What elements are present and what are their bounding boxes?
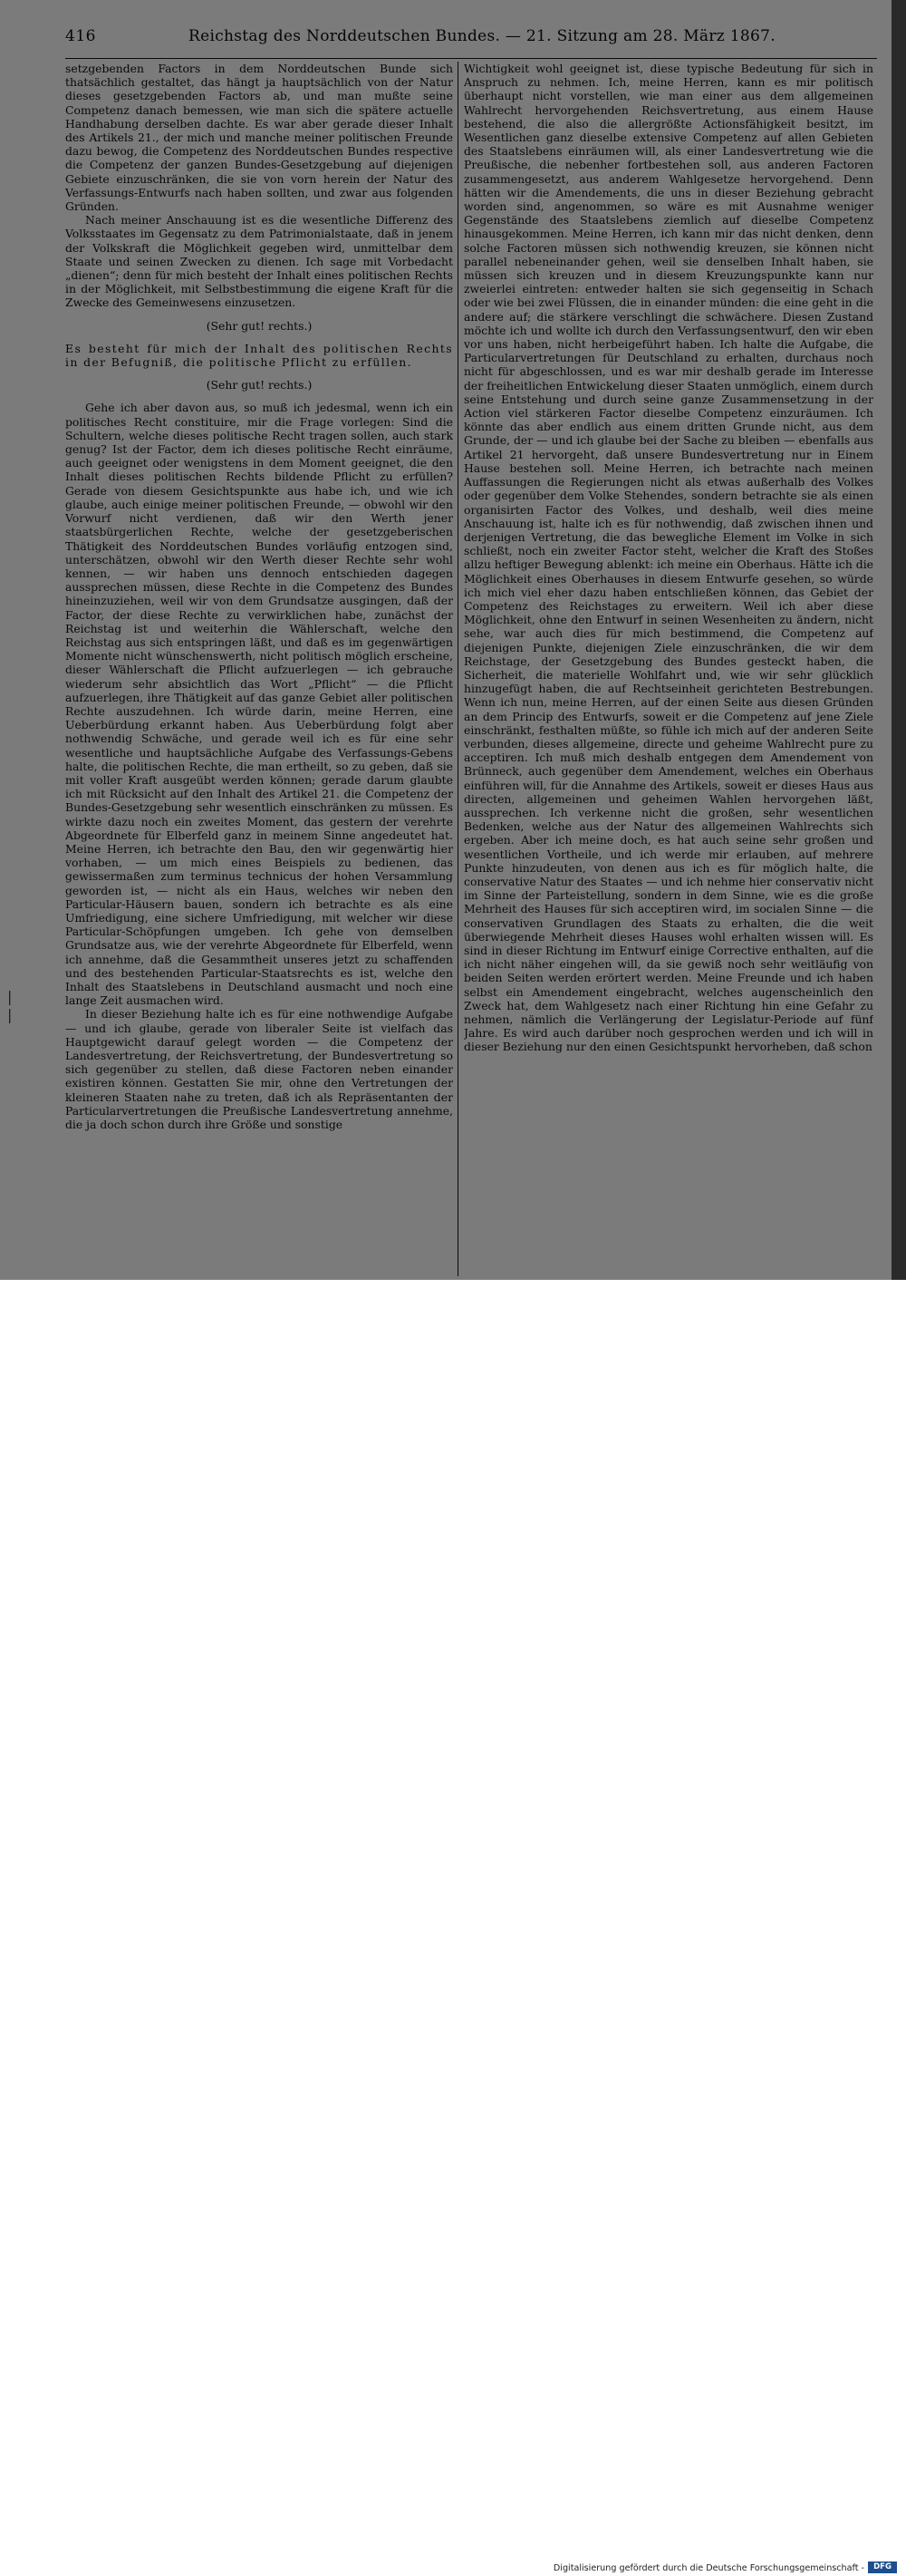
dfg-logo: DFG — [868, 2561, 897, 2573]
page-number: 416 — [65, 27, 96, 45]
digitization-credit: Digitalisierung gefördert durch die Deutsche Forschungsgemeinschaft - — [553, 2563, 864, 2573]
page-header — [65, 27, 881, 54]
paragraph: Wichtigkeit wohl geeignet ist, diese typische Bedeutung für sich in Anspruch zu nehmen. Ich, meine Herren, kann es mir politisch überhaupt nicht vorstellen, wie man einer aus dem allgemeinen Wahlrecht hervorgehenden Reichsvertretung, aus einem Hause bestehend, die also die allergrößte Actionsfähigkeit besitzt, im Wesentlichen ganz dieselbe extensive Competenz auf allen Gebieten des Staatslebens einräumen will, als einer Landesvertretung wie die Preußische, die nebenher fortbestehen soll, aus anderen Factoren zusammengesetzt, aus anderem Wahlgesetze hervorgehend. Denn hätten wir die Amendements, die uns in dieser Beziehung gebracht worden sind, angenommen, so wäre es mit Ausnahme weniger Gegenstände des Staatslebens ziemlich auf dieselbe Competenz hinausgekommen. Meine Herren, ich kann mir das nicht denken, denn solche Factoren müssen sich nothwendig kreuzen, sie können nicht parallel nebeneinander gehen, weil sie denselben Inhalt haben, sie müssen sich kreuzen und in diesem Kreuzungspunkte kann nur zweierlei eintreten: entweder halten sie sich gegenseitig in Schach oder wie bei zwei Flüssen, die in einander münden: die eine geht in die andere auf; die stärkere verschlingt die schwächere. Diesen Zustand möchte ich und wollte ich durch den Verfassungsentwurf, den wir eben vor uns haben, nicht herbeigeführt haben. Ich halte die Aufgabe, die Particularvertretungen für Deutschland zu erhalten, durchaus noch nicht für abgeschlossen, und es war mir deshalb gerade im Interesse der freiheitlichen Entwickelung dieser Staaten unmöglich, einem durch seine Entstehung und durch seine ganze Zusammensetzung in der Action viel stärkeren Factor dieselbe Competenz einzuräumen. Ich könnte das aber endlich aus einem dritten Grunde nicht, aus dem Grunde, der — und ich glaube bei der Sache zu bleiben — ebenfalls aus Artikel 21 hervorgeht, daß unsere Bundesvertretung nur in Einem Hause bestehen soll. Meine Herren, ich betrachte nach meinen Auffassungen die Regierungen nicht als etwas außerhalb des Volkes oder gegenüber dem Volke Stehendes, sondern betrachte sie als einen organisirten Factor des Volkes, und deshalb, weil dies meine Anschauung ist, halte ich es für nothwendig, daß zwischen ihnen und derjenigen Vertretung, die das bewegliche Element im Volke in sich schließt, noch ein zweiter Factor steht, welcher die Kraft des Stoßes allzu heftiger Bewegung ablenkt: ich meine ein Oberhaus. Hätte ich die Möglichkeit eines Oberhauses in diesem Entwurfe gesehen, so würde ich mich viel eher dazu haben entschließen können, das Gebiet der Competenz des Reichstages zu erweitern. Weil ich aber diese Möglichkeit, ohne den Entwurf in seinen Wesenheiten zu ändern, nicht sehe, war auch dies für mich bestimmend, die Competenz auf diejenigen Punkte, diejenigen Ziele einzuschränken, die wir dem Reichstage, der Gesetzgebung des Bundes gesteckt haben, die Sicherheit, die materielle Wohlfahrt und, wie wir sehr glücklich hinzugefügt haben, die auf Rechtseinheit gerichteten Bestrebungen. Wenn ich nun, meine Herren, auf der einen Seite aus diesen Gründen an dem Princip des Entwurfs, soweit er die Competenz auf jene Ziele einschränkt, festhalten müßte, so fühle ich mich auf der anderen Seite verbunden, dieses allgemeine, directe und geheime Wahlrecht pure zu acceptiren. Ich muß mich deshalb entgegen dem Amendement von Brünneck, auch gegenüber dem Amendement, welches ein Oberhaus einführen will, für die Annahme des Artikels, soweit er dieses Haus aus directen, allgemeinen und geheimen Wahlen hervorgehen läßt, aussprechen. Ich verkenne nicht die großen, sehr wesentlichen Bedenken, welche aus der Natur des allgemeinen Wahlrechts sich ergeben. Aber ich meine doch, es hat auch seine sehr großen und wesentlichen Vortheile, und ich werde mir erlauben, auf mehrere Punkte hinzudeuten, von denen aus ich es für möglich halte, die conservative Natur des Staates — und ich nehme hier conservativ nicht im Sinne der Parteistellung, sondern in dem Sinne, wie es die große Mehrheit des Hauses für sich acceptiren wird, im socialen Sinne — die conservativen Grundlagen des Staats zu erhalten, die die weit überwiegende Mehrheit dieses Hauses wohl erhalten wissen will. Es sind in dieser Richtung im Entwurf einige Corrective enthalten, auf die ich nicht näher eingehen will, da sie gewiß noch sehr weitläufig von beiden Seiten werden erörtert werden. Meine Freunde und ich haben selbst ein Amendement eingebracht, welches augenscheinlich den Zweck hat, dem Wahlgesetz nach einer Richtung hin eine Gefahr zu nehmen, nämlich die Verlängerung der Legislatur-Periode auf fünf Jahre. Es wird auch darüber noch gesprochen werden und ich will in dieser Beziehung nur den einen Gesichtspunkt hervorheben, daß schon — [464, 62, 873, 1054]
margin-marks: | | — [7, 988, 13, 1023]
footer-bar — [0, 1280, 906, 2573]
interjection: (Sehr gut! rechts.) — [206, 378, 313, 392]
paragraph: In dieser Beziehung halte ich es für eine nothwendige Aufgabe — und ich glaube, gerade von liberaler Seite ist vielfach das Hauptgewicht darauf gelegt worden — die Competenz der Landesvertretung, der Reichsvertretung, der Bundesvertretung so sich gegenüber zu stellen, daß diese Factoren neben einander existiren können. Gestatten Sie mir, ohne den Vertretungen der kleineren Staaten nahe zu treten, daß ich als Repräsentanten der Particularvertretungen die Preußische Landesvertretung annehme, die ja doch schon durch ihre Größe und sonstige — [65, 1007, 453, 1132]
paragraph: Nach meiner Anschauung ist es die wesentliche Differenz des Volksstaates im Gegensatz zu dem Patrimonialstaate, daß in jenem der Volkskraft die Möglichkeit gegeben wird, unmittelbar dem Staate und seinen Zwecken zu dienen. Ich sage mit Vorbedacht „dienen“; denn für mich besteht der Inhalt eines politischen Rechts in der Möglichkeit, mit Selbstbestimmung die eigene Kraft für die Zwecke des Gemeinwesens einzusetzen. — [65, 213, 453, 310]
running-head: Reichstag des Norddeutschen Bundes. — 21. Sitzung am 28. März 1867. — [188, 27, 776, 45]
scan-edge-strip — [892, 0, 906, 1280]
right-column — [464, 62, 873, 1276]
header-rule — [65, 58, 877, 59]
paragraph: Es besteht für mich der Inhalt des politischen Rechts in der Befugniß, die politische Pflicht zu erfüllen. — [65, 341, 453, 370]
interjection: (Sehr gut! rechts.) — [206, 318, 313, 333]
paragraph: setzgebenden Factors in dem Norddeutschen Bunde sich thatsächlich gestaltet, das hängt ja hauptsächlich von der Natur dieses gesetzgebenden Factors ab, und man mußte seine Competenz danach bemessen, wie man sich die spätere actuelle Handhabung derselben dachte. Es war aber gerade dieser Inhalt des Artikels 21., der mich und manche meiner politischen Freunde dazu bewog, die Competenz des Norddeutschen Bundes respective die Competenz der ganzen Bundes-Gesetzgebung auf diejenigen Gebiete einzuschränken, die sie von vorn herein der Natur des Verfassungs-Entwurfs nach haben sollten, und zwar aus folgenden Gründen. — [65, 62, 453, 214]
left-column — [65, 62, 453, 1276]
scanned-page — [0, 0, 892, 1280]
paragraph: Gehe ich aber davon aus, so muß ich jedesmal, wenn ich ein politisches Recht constituire, mir die Frage vorlegen: Sind die Schultern, welche dieses politische Recht tragen sollen, auch stark genug? Ist der Factor, dem ich dieses politische Recht einräume, auch geeignet oder wenigstens in dem Moment geeignet, die den Inhalt dieses politischen Rechts bildende Pflicht zu erfüllen? Gerade von diesem Gesichtspunkte aus habe ich, und wie ich glaube, auch einige meiner politischen Freunde, — obwohl wir den Vorwurf nicht verdienen, daß wir den Werth jener staatsbürgerlichen Rechte, welche der gesetzgeberischen Thätigkeit des Norddeutschen Bundes vorläufig entzogen sind, unterschätzen, obwohl wir den Werth dieser Rechte sehr wohl kennen, — wir haben uns dennoch entschieden dagegen aussprechen müssen, diese Rechte in die Competenz des Bundes hineinzuziehen, weil wir von dem Grundsatze ausgingen, daß der Factor, der diese Rechte zu verwirklichen habe, zunächst der Reichstag ist und weiterhin die Wählerschaft, welche den Reichstag aus sich entspringen läßt, und daß es im gegenwärtigen Momente nicht wünschenswerth, nicht politisch möglich erscheine, dieser Wählerschaft die Pflicht aufzuerlegen — ich gebrauche wiederum sehr absichtlich das Wort „Pflicht“ — die Pflicht aufzuerlegen, ihre Thätigkeit auf das ganze Gebiet aller politischen Rechte auszudehnen. Ich würde darin, meine Herren, eine Ueberbürdung erkannt haben. Aus Ueberbürdung folgt aber nothwendig Schwäche, und gerade weil ich es für eine sehr wesentliche und hauptsächliche Aufgabe des Verfassungs-Gebens halte, die politischen Rechte, die man ertheilt, so zu geben, daß sie mit voller Kraft ausgeübt werden können; gerade darum glaubte ich mit Rücksicht auf den Inhalt des Artikel 21. die Competenz der Bundes-Gesetzgebung sehr wesentlich einschränken zu müssen. Es wirkte dazu noch ein zweites Moment, das gestern der verehrte Abgeordnete für Elberfeld ganz in meinem Sinne angedeutet hat. Meine Herren, ich betrachte den Bau, den wir gegenwärtig hier vorhaben, — um mich eines Beispiels zu bedienen, das gewissermaßen zum terminus technicus der hohen Versammlung geworden ist, — nicht als ein Haus, welches wir neben den Particular-Häusern bauen, sondern ich betrachte es als eine Umfriedigung, eine sichere Umfriedigung, mit welcher wir diese Particular-Schöpfungen umgeben. Ich gehe von demselben Grundsatze aus, wie der verehrte Abgeordnete für Elberfeld, wenn ich annehme, daß die Gesammtheit unseres jetzt zu schaffenden und des bestehenden Particular-Staatsrechts es ist, welche den Inhalt des Staatslebens in Deutschland ausmacht und noch eine lange Zeit ausmachen wird. — [65, 401, 453, 1008]
